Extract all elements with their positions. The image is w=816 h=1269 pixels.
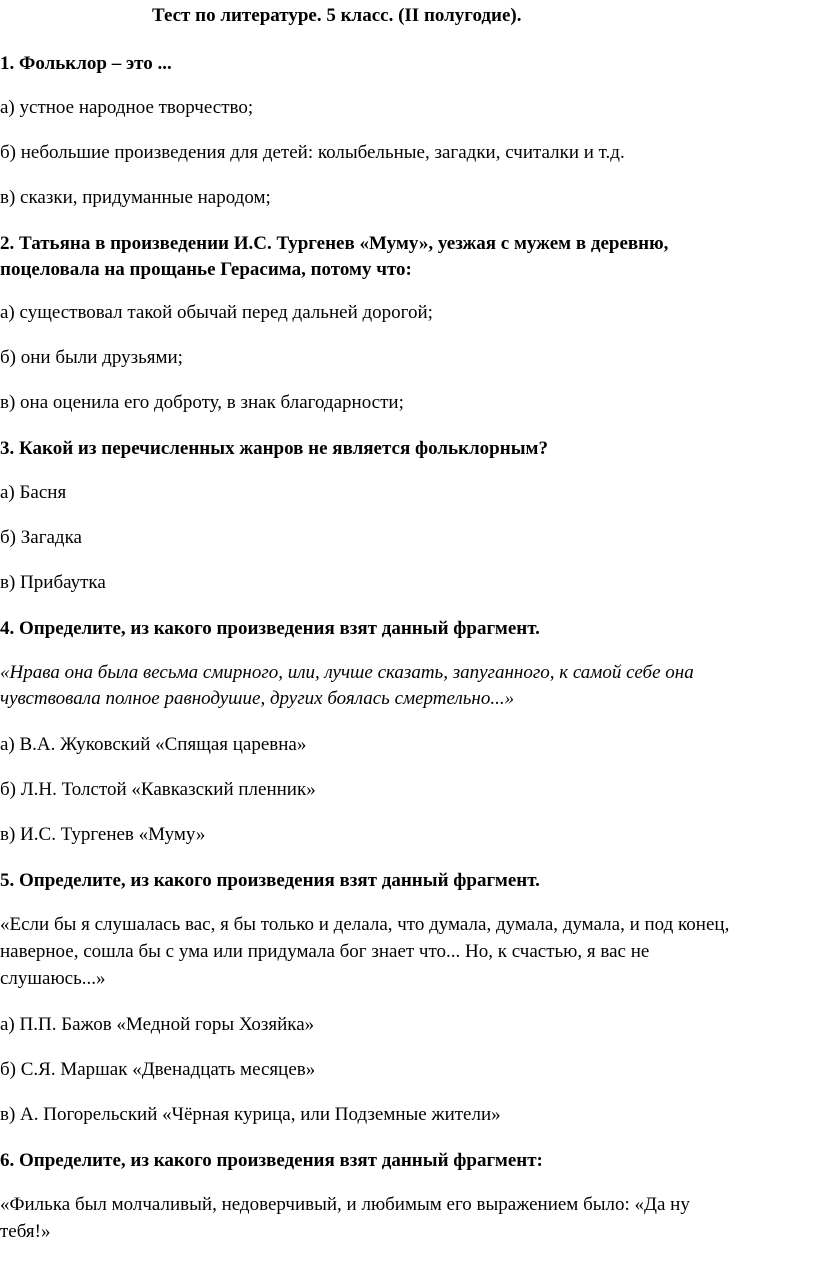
q5-fragment-line-1: «Если бы я слушалась вас, я бы только и делала, что думала, думала, думала, и под конец, bbox=[0, 914, 730, 935]
q6-fragment-line-1: «Филька был молчаливый, недоверчивый, и любимым его выражением было: «Да ну bbox=[0, 1194, 690, 1215]
q5-option-b: б) С.Я. Маршак «Двенадцать месяцев» bbox=[0, 1059, 316, 1080]
q4-fragment-line-1: «Нрава она была весьма смирного, или, лучше сказать, запуганного, к самой себе она bbox=[0, 662, 694, 683]
q3-option-a: а) Басня bbox=[0, 482, 67, 503]
q4-option-b: б) Л.Н. Толстой «Кавказский пленник» bbox=[0, 779, 316, 800]
q2-option-c: в) она оценила его доброту, в знак благодарности; bbox=[0, 392, 404, 413]
question-2-line-2: поцеловала на прощанье Герасима, потому что: bbox=[0, 259, 412, 280]
question-6: 6. Определите, из какого произведения взят данный фрагмент: bbox=[0, 1150, 543, 1171]
q2-option-a: а) существовал такой обычай перед дальней дорогой; bbox=[0, 302, 433, 323]
q4-fragment-line-2: чувствовала полное равнодушие, других боялась смертельно...» bbox=[0, 688, 515, 709]
q4-option-a: а) В.А. Жуковский «Спящая царевна» bbox=[0, 734, 307, 755]
q5-fragment-line-2: наверное, сошла бы с ума или придумала бог знает что... Но, к счастью, я вас не bbox=[0, 941, 650, 962]
page-title: Тест по литературе. 5 класс. (II полугодие). bbox=[152, 5, 522, 26]
q5-fragment-line-3: слушаюсь...» bbox=[0, 968, 106, 989]
question-4: 4. Определите, из какого произведения взят данный фрагмент. bbox=[0, 618, 540, 639]
question-3: 3. Какой из перечисленных жанров не является фольклорным? bbox=[0, 438, 548, 459]
question-1: 1. Фольклор – это ... bbox=[0, 53, 172, 74]
q1-option-a: а) устное народное творчество; bbox=[0, 97, 254, 118]
q1-option-c: в) сказки, придуманные народом; bbox=[0, 187, 271, 208]
q3-option-c: в) Прибаутка bbox=[0, 572, 106, 593]
q6-fragment-line-2: тебя!» bbox=[0, 1221, 51, 1242]
q2-option-b: б) они были друзьями; bbox=[0, 347, 183, 368]
q5-option-c: в) А. Погорельский «Чёрная курица, или Подземные жители» bbox=[0, 1104, 501, 1125]
question-5: 5. Определите, из какого произведения взят данный фрагмент. bbox=[0, 870, 540, 891]
question-2-line-1: 2. Татьяна в произведении И.С. Тургенев «Муму», уезжая с мужем в деревню, bbox=[0, 233, 669, 254]
q1-option-b: б) небольшие произведения для детей: колыбельные, загадки, считалки и т.д. bbox=[0, 142, 625, 163]
q5-option-a: а) П.П. Бажов «Медной горы Хозяйка» bbox=[0, 1014, 315, 1035]
q3-option-b: б) Загадка bbox=[0, 527, 82, 548]
q4-option-c: в) И.С. Тургенев «Муму» bbox=[0, 824, 206, 845]
